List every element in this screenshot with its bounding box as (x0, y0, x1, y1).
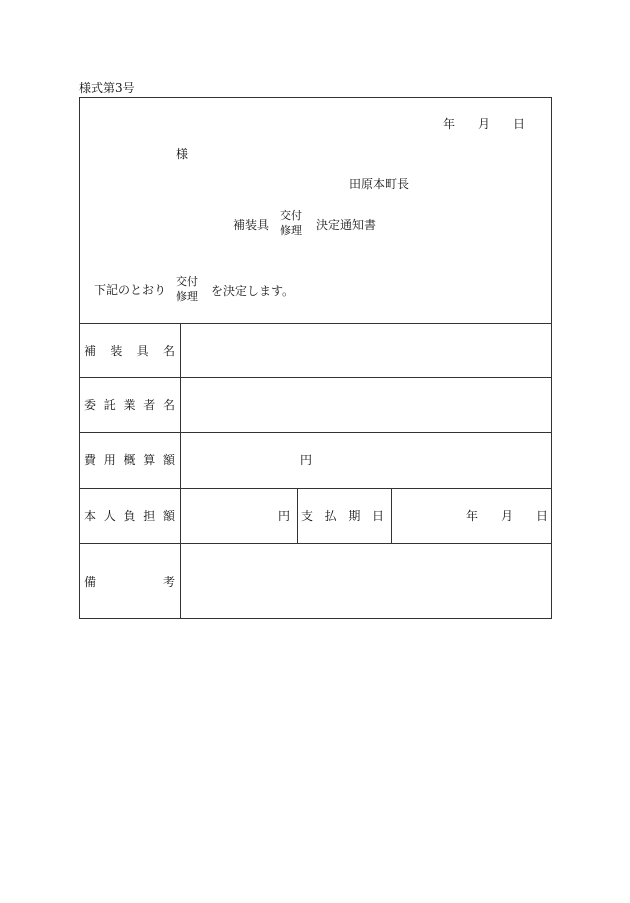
label-char: 期 (348, 509, 361, 523)
title-option-issue: 交付 (280, 209, 302, 222)
payment-date-value (466, 510, 548, 522)
title-option-repair: 修理 (280, 224, 302, 237)
year-label: 年 (466, 509, 479, 523)
payment-date-label (301, 510, 384, 522)
divider-row-2 (80, 432, 551, 433)
month-label: 月 (477, 117, 490, 131)
divider-row-1 (80, 377, 551, 378)
label-char: 委 (84, 398, 97, 412)
personal-burden-label (84, 510, 175, 522)
form-frame (79, 97, 552, 619)
label-char: 払 (324, 509, 337, 523)
label-char: 額 (162, 509, 175, 523)
label-char: 日 (371, 509, 384, 523)
label-char: 担 (143, 509, 156, 523)
issuer-name: 田原本町長 (349, 177, 410, 191)
day-label: 日 (512, 117, 525, 131)
label-char: 具 (136, 344, 149, 358)
contractor-name-label (84, 399, 175, 411)
label-char: 額 (162, 453, 175, 467)
personal-burden-unit: 円 (278, 509, 291, 523)
divider-row-3 (80, 488, 551, 489)
label-char: 負 (123, 509, 136, 523)
divider-header (80, 323, 551, 324)
label-char: 名 (162, 398, 175, 412)
form-number: 様式第3号 (79, 81, 135, 95)
estimated-cost-label (84, 454, 175, 466)
addressee-suffix: 様 (176, 147, 189, 161)
label-char: 備 (84, 575, 97, 589)
notice-options (176, 276, 198, 303)
device-name-label (84, 345, 175, 357)
label-char: 業 (123, 398, 136, 412)
burden-divider (297, 488, 298, 543)
label-char: 人 (103, 509, 116, 523)
label-char: 費 (84, 453, 97, 467)
label-char: 者 (143, 398, 156, 412)
label-char: 算 (143, 453, 156, 467)
notice-prefix: 下記のとおり (94, 283, 167, 297)
label-column-divider (180, 323, 181, 618)
label-char: 託 (103, 398, 116, 412)
label-char: 装 (110, 344, 123, 358)
notice-option-issue: 交付 (176, 275, 198, 288)
issue-date (443, 118, 525, 130)
title-options (280, 210, 302, 237)
payment-date-divider (391, 488, 392, 543)
divider-row-4 (80, 543, 551, 544)
label-char: 本 (84, 509, 97, 523)
title-suffix: 決定通知書 (316, 218, 377, 232)
notice-suffix: を決定します。 (211, 284, 295, 298)
label-char: 用 (103, 453, 116, 467)
notice-option-repair: 修理 (176, 290, 198, 303)
remarks-label (84, 576, 175, 588)
label-char: 考 (162, 575, 175, 589)
label-char: 補 (84, 344, 97, 358)
month-label: 月 (500, 509, 513, 523)
label-char: 支 (301, 509, 314, 523)
year-label: 年 (443, 117, 456, 131)
estimated-cost-unit: 円 (300, 453, 313, 467)
label-char: 名 (162, 344, 175, 358)
label-char: 概 (123, 453, 136, 467)
day-label: 日 (535, 509, 548, 523)
title-prefix: 補装具 (233, 218, 270, 232)
